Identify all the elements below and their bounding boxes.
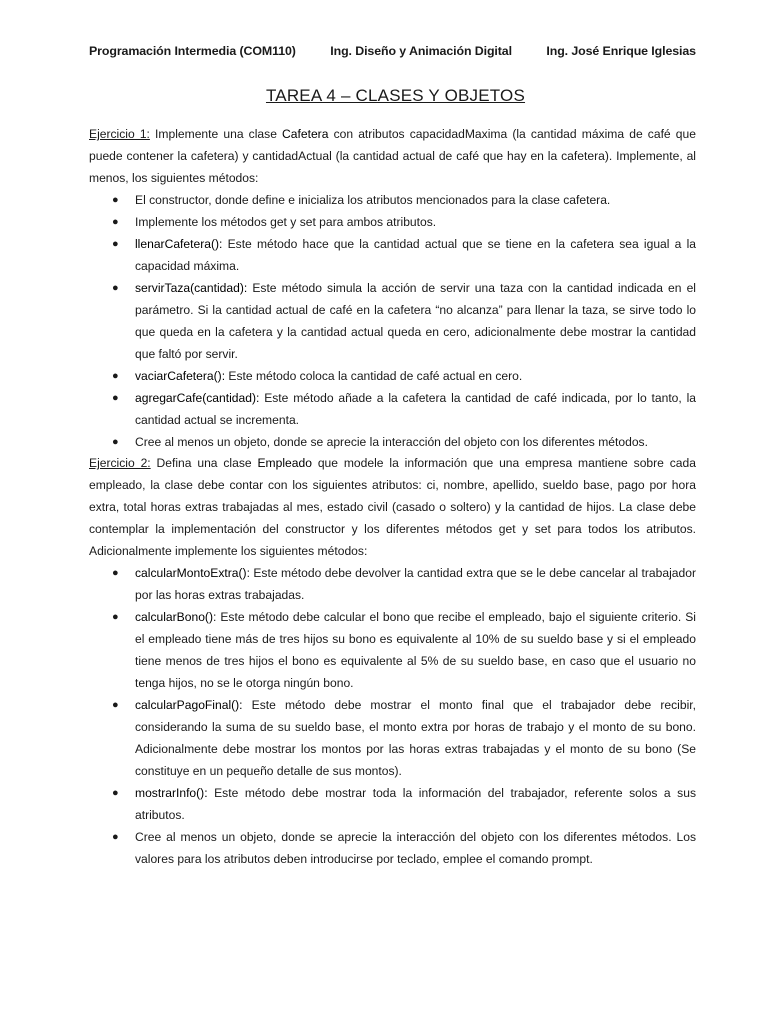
list-item [89, 387, 696, 431]
method-description: Este método coloca la cantidad de café actual en cero. [225, 369, 523, 384]
career-name: Ing. Diseño y Animación Digital [330, 44, 512, 58]
course-name: Programación Intermedia (COM110) [89, 44, 296, 58]
method-description: El constructor, donde define e inicializa los atributos mencionados para la clase cafetera. [135, 193, 611, 208]
bullet-icon: ● [112, 436, 119, 449]
bullet-icon: ● [112, 194, 119, 207]
bullet-icon: ● [112, 216, 119, 229]
page-title: TAREA 4 – CLASES Y OBJETOS [265, 86, 526, 105]
bullet-icon: ● [112, 370, 119, 383]
method-description: Este método debe mostrar toda la información del trabajador, referente solos a sus atributos. [135, 786, 696, 823]
exercise-2-method-list [89, 562, 696, 870]
list-item [89, 826, 696, 870]
method-description: Este método debe mostrar el monto final que el trabajador debe recibir, considerando la suma de su sueldo base, el monto extra por horas de trabajo y el monto de su bono. Adicionalmente debe mostrar los montos por las horas extras trabajadas y el monto de su bono (Se constituye en un pequeño detalle de sus montos). [135, 698, 696, 779]
list-item [89, 211, 696, 233]
method-name: agregarCafe(cantidad): [135, 391, 260, 406]
list-item [89, 562, 696, 606]
bullet-icon: ● [112, 282, 119, 295]
bullet-icon: ● [112, 611, 119, 624]
exercise-1-label: Ejercicio 1: [89, 127, 150, 141]
list-item [89, 277, 696, 365]
list-item [89, 694, 696, 782]
method-description: Cree al menos un objeto, donde se aprecie la interacción del objeto con los diferentes métodos. [135, 435, 648, 450]
bullet-icon: ● [112, 831, 119, 844]
method-name: llenarCafetera(): [135, 237, 223, 252]
exercise-2-intro [89, 453, 696, 562]
exercise-1-class-name: Cafetera [282, 127, 329, 141]
exercise-1-intro [89, 124, 696, 189]
list-item [89, 606, 696, 694]
method-name: servirTaza(cantidad): [135, 281, 248, 296]
list-item [89, 365, 696, 387]
teacher-name: Ing. José Enrique Iglesias [546, 44, 696, 58]
exercise-1-intro-a: Implemente una clase [149, 127, 283, 141]
bullet-icon: ● [112, 392, 119, 405]
bullet-icon: ● [112, 699, 119, 712]
method-description: Cree al menos un objeto, donde se aprecie la interacción del objeto con los diferentes métodos. Los valores para los atributos deben introducirse por teclado, emplee el comando prompt. [135, 830, 696, 867]
method-name: mostrarInfo(): [135, 786, 208, 801]
method-description: : Este método debe devolver la cantidad extra que se le debe cancelar al trabajador por las horas extras trabajadas. [135, 566, 696, 603]
method-description: : Este método debe calcular el bono que recibe el empleado, bajo el siguiente criterio. Si el empleado tiene más de tres hijos su bono es equivalente al 10% de su sueldo base y si el empleado tiene menos de tres hijos el bono es equivalente al 5% de su sueldo base, en caso que el usuario no tenga hijos, no se le otorga ningún bono. [135, 610, 696, 691]
method-description: Este método añade a la cafetera la cantidad de café indicada, por lo tanto, la cantidad actual se incrementa. [135, 391, 696, 428]
list-item [89, 431, 696, 453]
exercise-2-intro-b: que modele la información que una empresa mantiene sobre cada empleado, la clase debe contar con los siguientes atributos: ci, nombre, apellido, sueldo base, pago por hora extra, total horas extras trabajadas al mes, estado civil (casado o soltero) y la cantidad de hijos. La clase debe contemplar la implementación del constructor y los diferentes métodos get y set para todos los atributos. Adicionalmente implemente los siguientes métodos: [89, 456, 696, 558]
exercise-1-intro-b: con atributos capacidadMaxima (la cantidad máxima de café que puede contener la cafetera) y cantidadActual (la cantidad actual de café que hay en la cafetera). Implemente, al menos, los siguientes métodos: [89, 127, 696, 185]
method-name: calcularBono() [135, 610, 213, 625]
exercise-2-label: Ejercicio 2: [89, 456, 151, 471]
list-item [89, 189, 696, 211]
method-name: calcularPagoFinal(): [135, 698, 243, 713]
method-name: calcularMontoExtra() [135, 566, 247, 581]
method-description: Este método hace que la cantidad actual que se tiene en la cafetera sea igual a la capacidad máxima. [135, 237, 696, 274]
bullet-icon: ● [112, 238, 119, 251]
exercise-2-class-name: Empleado [257, 456, 312, 471]
method-description: Este método simula la acción de servir una taza con la cantidad indicada en el parámetro. Si la cantidad actual de café en la cafetera “no alcanza” para llenar la taza, se sirve todo lo que queda en la cafetera y la cantidad actual queda en cero, adicionalmente debe mostrar la cantidad que faltó por servir. [135, 281, 696, 362]
bullet-icon: ● [112, 787, 119, 800]
method-name: vaciarCafetera(): [135, 369, 226, 384]
list-item [89, 782, 696, 826]
bullet-icon: ● [112, 567, 119, 580]
method-description: Implemente los métodos get y set para ambos atributos. [135, 215, 437, 230]
list-item [89, 233, 696, 277]
page-header [89, 44, 696, 58]
exercise-2-intro-a: Defina una clase [150, 456, 258, 471]
exercise-1-method-list [89, 189, 696, 453]
